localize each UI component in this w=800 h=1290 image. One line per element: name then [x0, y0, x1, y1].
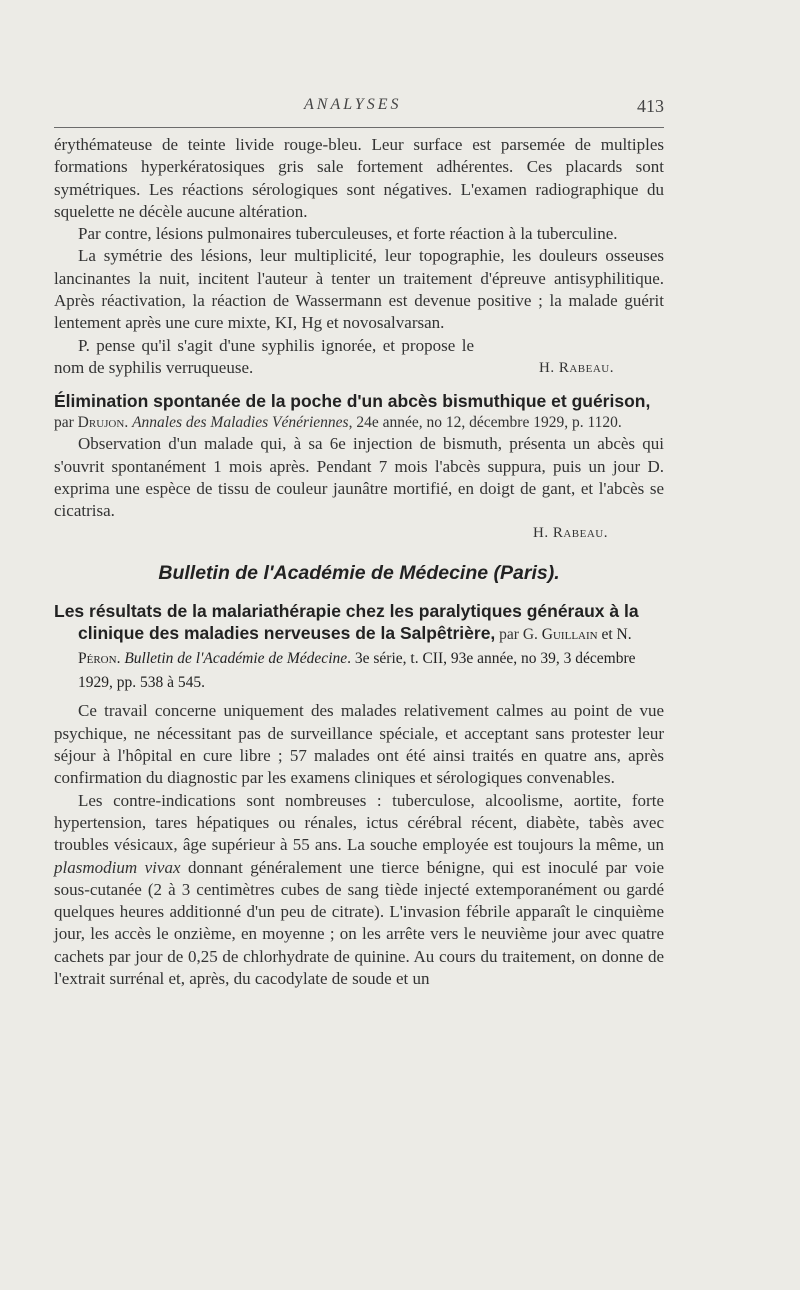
abstract-text: donnant généralement une tierce bénigne, qui est inoculé par voie sous-cutanée (2 à 3 centimètres cubes de sang tiède injecté extemporanément ou gardé quelques heures additionné d'un peu de citrate). L'invasion fébrile apparaît le cinquième jour, les accès le onzième, en moyenne ; on les arrête vers le neuvième jour avec quatre cachets par jour de 0,25 de chlorhydrate de quinine. Au cours du traitement, on donne de l'extrait surrénal et, après, du cacodylate de soude et un: [54, 857, 664, 989]
section-heading: Bulletin de l'Académie de Médecine (Paris).: [158, 562, 560, 585]
abstract-paragraph: Ce travail concerne uniquement des malades relativement calmes au point de vue psychique, ne nécessitant pas de surveillance spéciale, et acceptant sans protester leur séjour à l'hôpital en cure libre ; 57 malades ont été ainsi traités en quatre ans, après confirmation du diagnostic par les examens cliniques et sérologiques convenables.: [54, 701, 664, 788]
abstract-paragraph: Observation d'un malade qui, à sa 6e injection de bismuth, présenta un abcès qui s'ouvrit spontanément 1 mois après. Pendant 7 mois l'abcès suppura, puis un jour D. exprima une espèce de tissu de couleur jaunâtre mortifié, en doigt de gant, et l'abcès se cicatrisa.: [54, 434, 664, 521]
citation-text: . 3e série, t. CII, 93e année, no 39, 3 décembre 1929, pp. 538 à 545.: [78, 650, 636, 692]
reviewer-signature: H. Rabeau.: [533, 525, 608, 542]
citation-text: par G.: [495, 626, 542, 644]
article-entry: [54, 390, 664, 433]
organism-name: plasmodium vivax: [54, 857, 181, 877]
article-title: Élimination spontanée de la poche d'un abcès bismuthique et guérison,: [54, 391, 651, 412]
review-paragraph: La symétrie des lésions, leur multiplicité, leur topographie, les douleurs osseuses lancinantes la nuit, incitent l'auteur à tenter un traitement d'épreuve antisyphilitique. Après réactivation, la réaction de Wassermann est devenue positive ; la malade guérit lentement après une cure mixte, KI, Hg et novosalvarsan.: [54, 246, 664, 333]
citation-text: , 24e année, no 12, décembre 1929, p. 1120.: [348, 414, 622, 432]
article-author: Péron: [78, 650, 117, 668]
review-paragraph: P. pense qu'il s'agit d'une syphilis ignorée, et propose le nom de syphilis verruqueuse.: [54, 335, 474, 377]
journal-name: Bulletin de l'Académie de Médecine: [124, 650, 348, 668]
article-author: Guillain: [541, 626, 598, 644]
abstract-paragraph: [54, 790, 664, 991]
page-content: [54, 134, 664, 990]
citation-text: et N.: [597, 626, 632, 644]
header-rule: [54, 127, 664, 128]
citation-text: .: [124, 414, 133, 432]
page-header: [54, 96, 664, 120]
article-title-text: Les résultats de la malariathérapie chez les paralytiques généraux à la clinique des maladies nerveuses de la Salpêtrière,: [54, 601, 639, 644]
page-number: 413: [637, 96, 664, 116]
article-citation: [54, 412, 664, 433]
review-paragraph: érythémateuse de teinte livide rouge-bleu. Leur surface est parsemée de multiples formations hyperkératosiques gris sale fortement adhérentes. Ces placards sont symétriques. Les réactions sérologiques sont négatives. L'examen radiographique du squelette ne décèle aucune altération.: [54, 135, 664, 221]
citation-text: .: [116, 650, 125, 668]
journal-name: Annales des Maladies Vénériennes: [132, 414, 349, 432]
abstract-text: Les contre-indications sont nombreuses : tuberculose, alcoolisme, aortite, forte hypertension, tares hépatiques ou rénales, ictus cérébral récent, diabète, tabès avec troubles vésicaux, âge supérieur à 55 ans. La souche employée est toujours la même, un: [54, 790, 664, 855]
review-paragraph: Par contre, lésions pulmonaires tuberculeuses, et forte réaction à la tuberculine.: [78, 224, 618, 244]
citation-text: par: [54, 414, 78, 432]
running-head: ANALYSES: [304, 96, 402, 113]
article-title: [54, 600, 664, 694]
article-entry: [54, 600, 664, 694]
reviewer-signature: H. Rabeau.: [539, 360, 614, 377]
article-author: Drujon: [77, 414, 125, 432]
